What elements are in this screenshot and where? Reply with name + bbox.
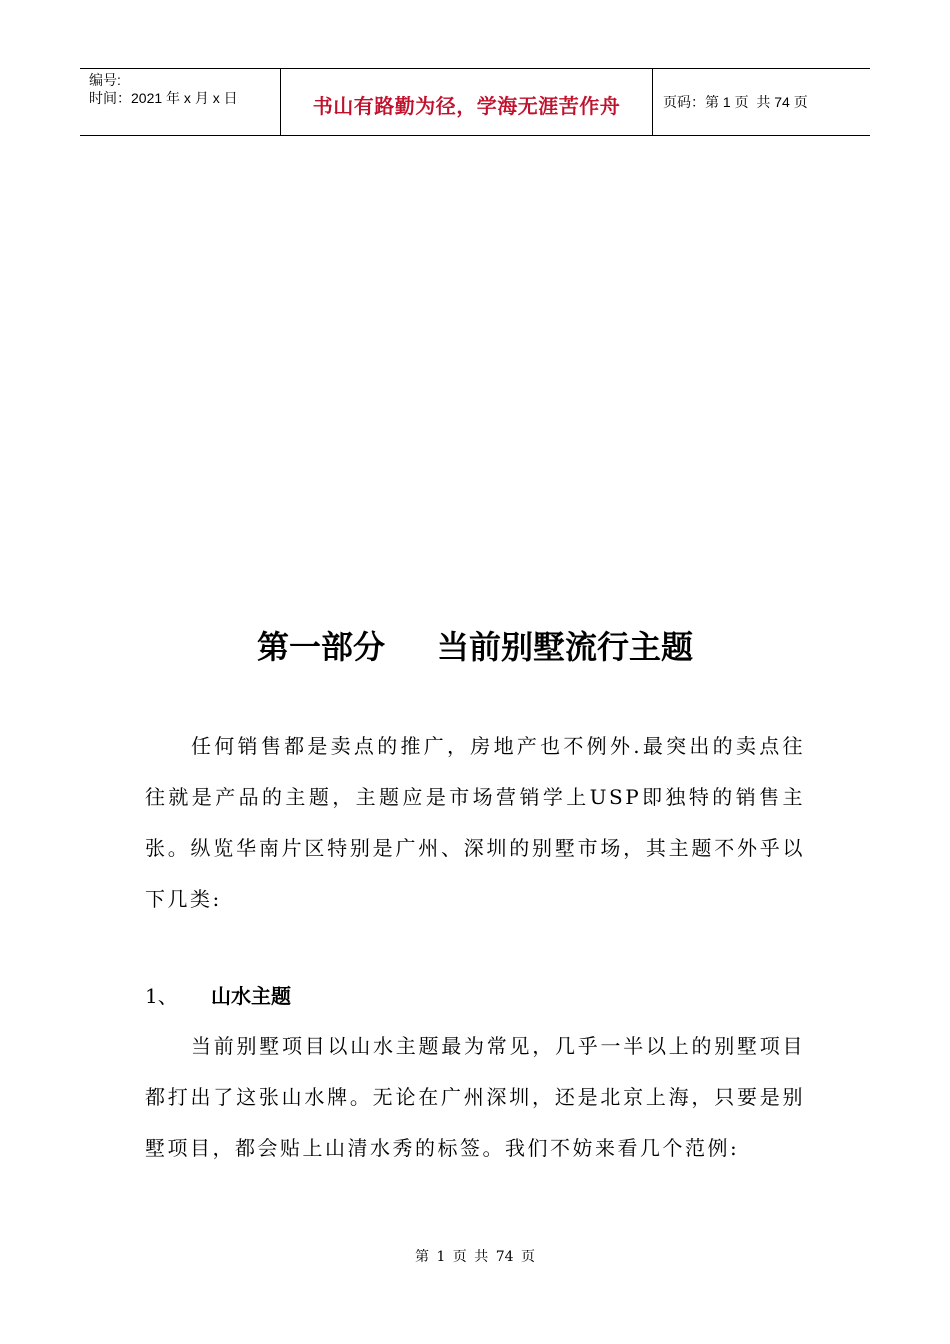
- section-paragraph: 当前别墅项目以山水主题最为常见，几乎一半以上的别墅项目都打出了这张山水牌。无论在广州深圳，还是北京上海，只要是别墅项目，都会贴上山清水秀的标签。我们不妨来看几个范例:: [145, 1034, 805, 1160]
- header-motto-cell: [281, 69, 653, 135]
- header-page-cell: [653, 69, 870, 135]
- section-title: 山水主题: [211, 984, 291, 1008]
- part-title: [0, 625, 950, 669]
- intro-paragraph: 任何销售都是卖点的推广，房地产也不例外.最突出的卖点往往就是产品的主题，主题应是市场营销学上USP即独特的销售主张。纵览华南片区特别是广州、深圳的别墅市场，其主题不外乎以下几类:: [145, 734, 805, 911]
- part-label: 第一部分: [256, 628, 385, 666]
- motto-text: 书山有路勤为径，学海无涯苦作舟: [312, 93, 621, 118]
- part-title-text: 当前别墅流行主题: [437, 628, 694, 666]
- time-label: 时间：2021 年 x 月 x 日: [89, 90, 238, 106]
- page-info: 页码：第 1 页 共 74 页: [663, 94, 808, 110]
- header-meta-cell: [80, 69, 281, 135]
- section-heading: [145, 978, 291, 1014]
- document-header: [80, 68, 870, 136]
- page-footer: 第 1 页 共 74 页: [415, 1249, 535, 1265]
- number-label: 编号:: [89, 72, 121, 88]
- section-number: 1、: [145, 984, 178, 1008]
